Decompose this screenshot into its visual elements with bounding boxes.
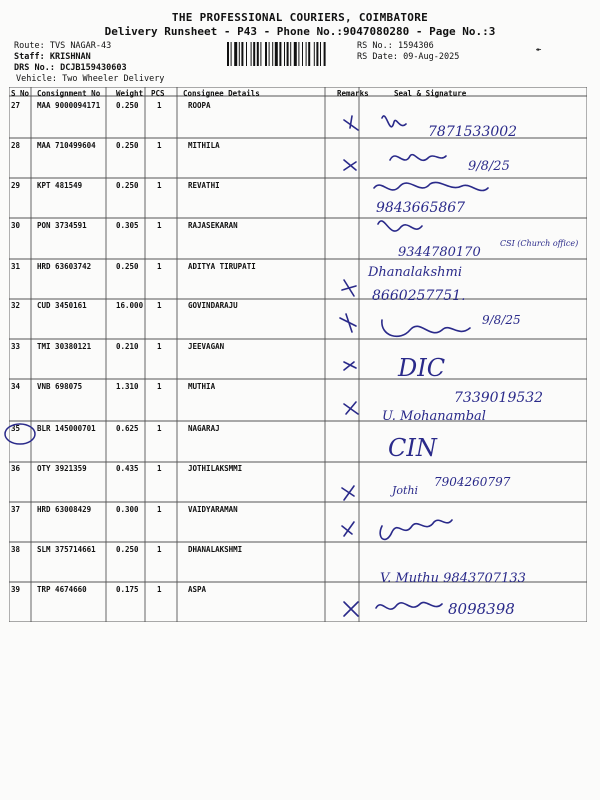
cell-consignment: CUD 3450161 bbox=[37, 301, 87, 310]
cell-pcs: 1 bbox=[157, 262, 162, 271]
staff-value: KRISHNAN bbox=[49, 52, 91, 62]
cell-pcs: 1 bbox=[157, 545, 162, 554]
barcode-bar bbox=[227, 42, 229, 66]
vehicle-value: Two Wheeler Delivery bbox=[62, 74, 165, 84]
cell-weight: 1.310 bbox=[116, 382, 139, 391]
runsheet-table-grid bbox=[9, 87, 587, 622]
staff-label: Staff: bbox=[14, 52, 45, 62]
cell-consignee: VAIDYARAMAN bbox=[188, 505, 238, 514]
r29-phone: 9843665867 bbox=[376, 200, 466, 216]
cell-consignment: PON 3734591 bbox=[37, 221, 87, 230]
r36-name: Jothi bbox=[392, 484, 419, 497]
barcode-bar bbox=[324, 42, 326, 66]
cell-pcs: 1 bbox=[157, 424, 162, 433]
barcode-bar bbox=[290, 42, 291, 66]
barcode-bar bbox=[287, 42, 289, 66]
col-seal-signature: Seal & Signature bbox=[394, 89, 467, 98]
cell-consignment: HRD 63603742 bbox=[37, 262, 92, 271]
cell-sno: 29 bbox=[11, 181, 21, 190]
barcode-bar bbox=[298, 42, 299, 66]
cell-pcs: 1 bbox=[157, 141, 162, 150]
drs-value: DCJB159430603 bbox=[60, 63, 127, 73]
barcode bbox=[227, 42, 353, 66]
cell-consignment: TMI 30380121 bbox=[37, 342, 92, 351]
cell-consignee: NAGARAJ bbox=[188, 424, 220, 433]
cell-sno: 37 bbox=[11, 505, 21, 514]
rs-no-label: RS No.: bbox=[357, 41, 393, 51]
barcode-bar bbox=[239, 42, 240, 66]
cell-consignee: RAJASEKARAN bbox=[188, 221, 238, 230]
cell-consignee: ADITYA TIRUPATI bbox=[188, 262, 256, 271]
barcode-bar bbox=[257, 42, 259, 66]
rs-date-label: RS Date: bbox=[357, 52, 398, 62]
cell-consignee: MUTHIA bbox=[188, 382, 216, 391]
cell-pcs: 1 bbox=[157, 221, 162, 230]
col-sno: S No bbox=[11, 89, 30, 98]
cell-sno: 32 bbox=[11, 301, 21, 310]
cell-weight: 0.625 bbox=[116, 424, 139, 433]
drs-line bbox=[14, 63, 127, 74]
cell-weight: 16.000 bbox=[116, 301, 144, 310]
r31-name: Dhanalakshmi bbox=[368, 265, 462, 280]
cell-sno: 38 bbox=[11, 545, 21, 554]
cell-consignment: MAA 9000094171 bbox=[37, 101, 101, 110]
cell-weight: 0.250 bbox=[116, 181, 139, 190]
col-remarks: Remarks bbox=[337, 89, 369, 98]
cell-pcs: 1 bbox=[157, 585, 162, 594]
cell-weight: 0.250 bbox=[116, 545, 139, 554]
barcode-bar bbox=[284, 42, 285, 66]
barcode-bar bbox=[251, 42, 252, 66]
col-weight: Weight bbox=[116, 89, 144, 98]
drs-label: DRS No.: bbox=[14, 63, 55, 73]
col-consignment: Consignment No bbox=[37, 89, 101, 98]
cell-sno: 31 bbox=[11, 262, 21, 271]
cell-consignment: KPT 481549 bbox=[37, 181, 83, 190]
cell-weight: 0.250 bbox=[116, 101, 139, 110]
r34-name: U. Mohanambal bbox=[382, 409, 486, 424]
r39-handwriting: 8098398 bbox=[448, 600, 515, 618]
route-line bbox=[14, 41, 111, 52]
cell-consignee: REVATHI bbox=[188, 181, 220, 190]
barcode-bar bbox=[260, 42, 261, 66]
r38-handwriting: V. Muthu 9843707133 bbox=[380, 571, 526, 586]
vehicle-line bbox=[16, 74, 164, 85]
company-name: THE PROFESSIONAL COURIERS, COIMBATORE bbox=[171, 11, 429, 24]
cell-pcs: 1 bbox=[157, 181, 162, 190]
barcode-bar bbox=[272, 42, 273, 66]
col-pcs: PCS bbox=[151, 89, 165, 98]
barcode-bar bbox=[234, 42, 237, 66]
staff-line bbox=[14, 52, 91, 63]
cell-consignment: VNB 698075 bbox=[37, 382, 83, 391]
cell-consignee: ROOPA bbox=[188, 101, 211, 110]
r32-date: 9/8/25 bbox=[482, 313, 521, 327]
barcode-bar bbox=[306, 42, 307, 66]
cell-consignment: BLR 145000701 bbox=[37, 424, 96, 433]
barcode-bar bbox=[253, 42, 255, 66]
barcode-bar bbox=[308, 42, 310, 66]
cell-consignee: GOVINDARAJU bbox=[188, 301, 238, 310]
barcode-bar bbox=[302, 42, 303, 66]
cell-consignee: ASPA bbox=[188, 585, 207, 594]
rs-date-line bbox=[357, 52, 459, 63]
cell-pcs: 1 bbox=[157, 382, 162, 391]
barcode-bar bbox=[294, 42, 297, 66]
r33-handwriting: DIC bbox=[398, 354, 446, 382]
rs-date-value: 09-Aug-2025 bbox=[403, 52, 460, 62]
cell-pcs: 1 bbox=[157, 464, 162, 473]
barcode-bar bbox=[275, 42, 278, 66]
r28-date: 9/8/25 bbox=[468, 159, 510, 174]
cell-weight: 0.250 bbox=[116, 141, 139, 150]
cell-consignment: SLM 375714661 bbox=[37, 545, 96, 554]
barcode-bar bbox=[316, 42, 318, 66]
cell-consignee: MITHILA bbox=[188, 141, 220, 150]
cell-sno: 33 bbox=[11, 342, 21, 351]
cell-sno: 28 bbox=[11, 141, 21, 150]
cell-consignment: MAA 710499604 bbox=[37, 141, 96, 150]
cell-pcs: 1 bbox=[157, 505, 162, 514]
cell-pcs: 1 bbox=[157, 342, 162, 351]
cell-consignee: DHANALAKSHMI bbox=[188, 545, 243, 554]
cell-weight: 0.300 bbox=[116, 505, 139, 514]
cell-sno: 36 bbox=[11, 464, 21, 473]
r27-handwriting: 7871533002 bbox=[428, 124, 518, 140]
barcode-bar bbox=[241, 42, 243, 66]
cell-sno: 39 bbox=[11, 585, 21, 594]
cell-weight: 0.305 bbox=[116, 221, 139, 230]
col-consignee: Consignee Details bbox=[183, 89, 260, 98]
cell-consignee: JEEVAGAN bbox=[188, 342, 225, 351]
route-value: TVS NAGAR-43 bbox=[49, 41, 112, 51]
barcode-bar bbox=[320, 42, 321, 66]
cell-weight: 0.210 bbox=[116, 342, 139, 351]
r31-phone: 8660257751. bbox=[372, 288, 466, 304]
route-label: Route: bbox=[14, 41, 45, 51]
cell-consignment: HRD 63008429 bbox=[37, 505, 92, 514]
r34-phone: 7339019532 bbox=[454, 390, 544, 406]
corner-mark: ↞ bbox=[536, 45, 542, 55]
barcode-bar bbox=[314, 42, 315, 66]
cell-pcs: 1 bbox=[157, 101, 162, 110]
cell-sno: 27 bbox=[11, 101, 21, 110]
barcode-bar bbox=[265, 42, 267, 66]
cell-pcs: 1 bbox=[157, 301, 162, 310]
runsheet-title: Delivery Runsheet - P43 - Phone No.:9047080280 - Page No.:3 bbox=[104, 25, 496, 38]
cell-sno: 30 bbox=[11, 221, 21, 230]
r36-phone: 7904260797 bbox=[434, 475, 511, 489]
cell-consignment: TRP 4674660 bbox=[37, 585, 87, 594]
rs-no-line bbox=[357, 41, 434, 52]
barcode-bar bbox=[231, 42, 232, 66]
cell-weight: 0.250 bbox=[116, 262, 139, 271]
vehicle-label: Vehicle: bbox=[16, 74, 57, 84]
r35-handwriting: CIN bbox=[388, 434, 437, 462]
barcode-bar bbox=[269, 42, 270, 66]
rs-no-value: 1594306 bbox=[397, 41, 434, 51]
cell-consignee: JOTHILAKSMMI bbox=[188, 464, 243, 473]
r30-phone: 9344780170 bbox=[398, 245, 481, 260]
cell-sno: 34 bbox=[11, 382, 21, 391]
cell-weight: 0.435 bbox=[116, 464, 139, 473]
barcode-bar bbox=[279, 42, 281, 66]
r30-note: CSI (Church office) bbox=[500, 239, 579, 248]
cell-consignment: OTY 3921359 bbox=[37, 464, 87, 473]
cell-sno: 35 bbox=[11, 424, 21, 433]
barcode-bar bbox=[246, 42, 247, 66]
cell-weight: 0.175 bbox=[116, 585, 139, 594]
